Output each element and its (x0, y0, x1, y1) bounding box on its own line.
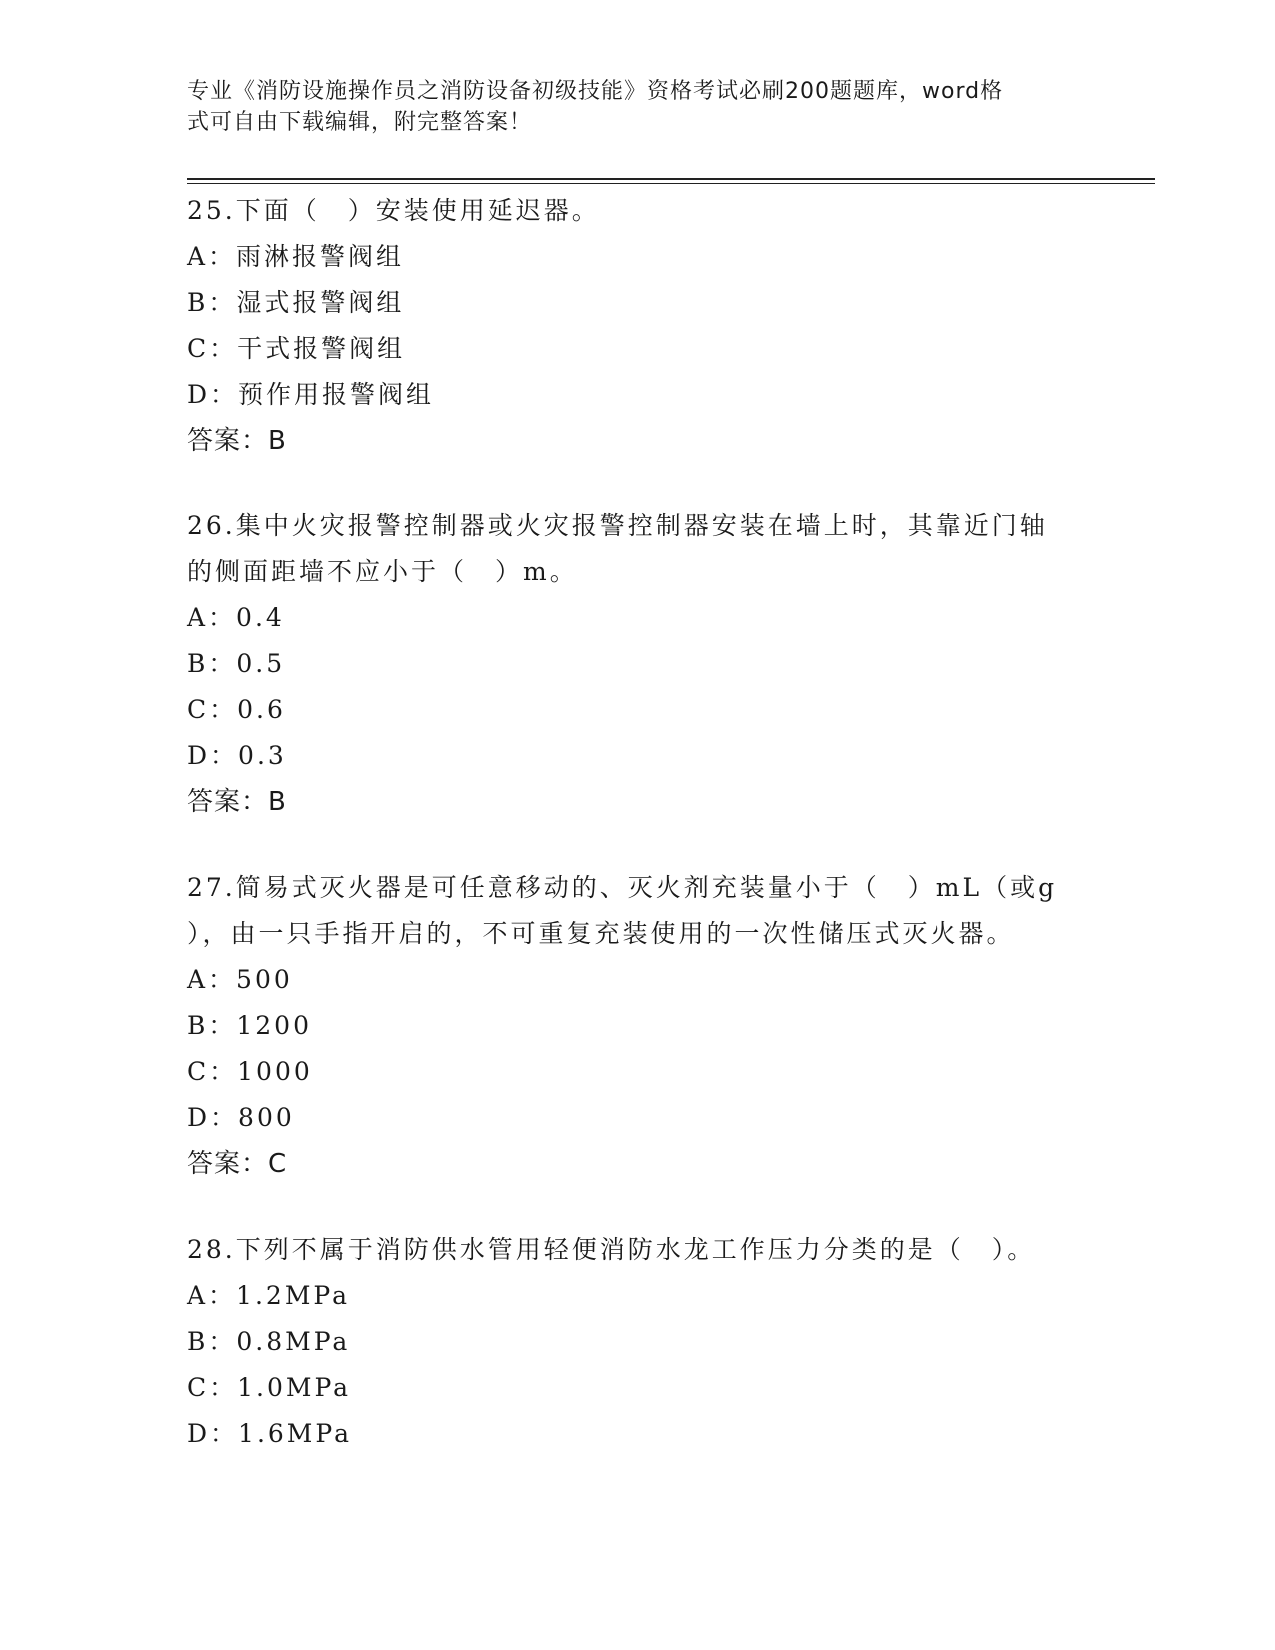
option-c: C：0.6 (187, 695, 286, 724)
option-a: A：1.2MPa (187, 1281, 351, 1310)
option-a: A：雨淋报警阀组 (187, 242, 405, 271)
option-c: C：1.0MPa (187, 1373, 352, 1402)
divider-rule (187, 178, 1155, 180)
option-d: D：0.3 (187, 741, 287, 770)
question-stem: 28.下列不属于消防供水管用轻便消防水龙工作压力分类的是（ ）。 (187, 1235, 1036, 1264)
option-a: A：500 (187, 965, 293, 994)
question-stem: 27.简易式灭火器是可任意移动的、灭火剂充装量小于（ ）mL（或g (187, 873, 1058, 902)
question-26 (187, 503, 1087, 825)
question-stem: 的侧面距墙不应小于（ ）m。 (187, 557, 578, 586)
option-d: D：1.6MPa (187, 1419, 353, 1448)
option-b: B：0.5 (187, 649, 286, 678)
question-27 (187, 865, 1087, 1187)
header-note-line: 专业《消防设施操作员之消防设备初级技能》资格考试必刷200题题库，word格 (187, 79, 1004, 104)
header-note-line: 式可自由下载编辑，附完整答案！ (187, 110, 533, 135)
option-a: A：0.4 (187, 603, 285, 632)
option-c: C：1000 (187, 1057, 313, 1086)
question-28 (187, 1227, 1087, 1457)
option-b: B：湿式报警阀组 (187, 288, 405, 317)
answer: 答案：C (187, 1149, 288, 1179)
answer: 答案：B (187, 426, 287, 456)
question-stem: ），由一只手指开启的，不可重复充装使用的一次性储压式灭火器。 (187, 919, 1015, 948)
question-25 (187, 188, 1087, 464)
header-note (187, 76, 1087, 138)
option-b: B：0.8MPa (187, 1327, 351, 1356)
question-stem: 26.集中火灾报警控制器或火灾报警控制器安装在墙上时，其靠近门轴 (187, 511, 1048, 540)
option-d: D：800 (187, 1103, 295, 1132)
option-d: D：预作用报警阀组 (187, 380, 435, 409)
option-b: B：1200 (187, 1011, 312, 1040)
question-stem: 25.下面（ ）安装使用延迟器。 (187, 196, 600, 225)
divider-rule (187, 183, 1155, 184)
answer: 答案：B (187, 787, 287, 817)
option-c: C：干式报警阀组 (187, 334, 406, 363)
